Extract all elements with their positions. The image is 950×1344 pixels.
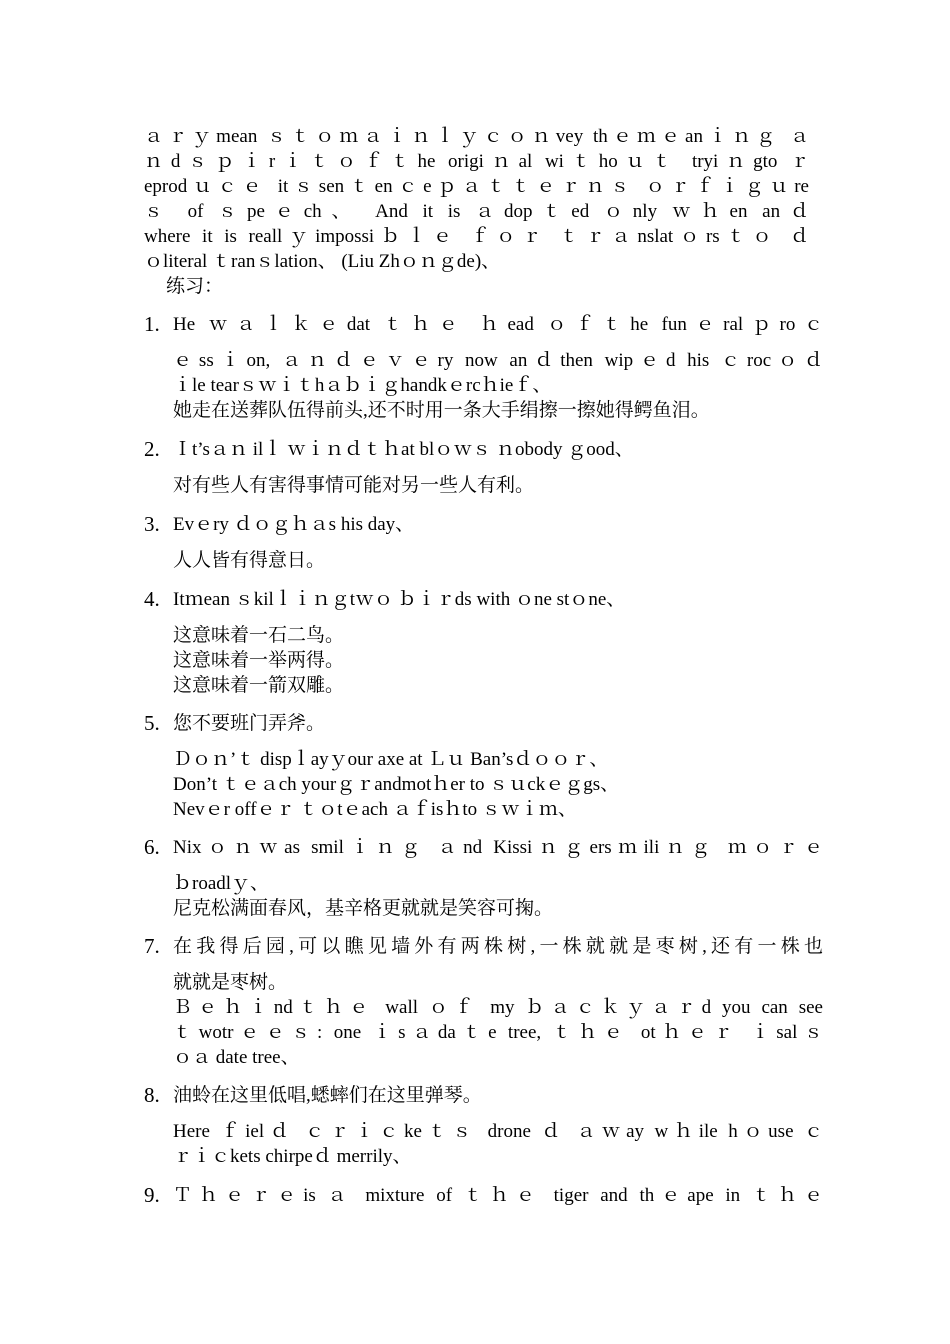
exercise-line: 这意味着一箭双雕。 bbox=[173, 675, 345, 696]
exercise-line: Ｄｏｎ’ｔ dispｌayｙour axe at Ｌｕ Ban’sｄｏｏｒ、 bbox=[173, 749, 609, 770]
exercise-line: 就就是枣树。 bbox=[173, 972, 288, 993]
exercise-line: ｉle tearｓｗｉｔhａｂｉｇhandkｅrcｈieｆ、 bbox=[173, 375, 552, 396]
exercise-line: 对有些人有害得事情可能对另一些人有利。 bbox=[173, 475, 535, 496]
exercise-line: Here ｆielｄ ｃｒｉｃkeｔｓ drone ｄ ａｗay wｈile hｏuse ｃ bbox=[173, 1121, 823, 1142]
exercise-number: 7. bbox=[144, 934, 160, 958]
exercise-line: 这意味着一举两得。 bbox=[173, 650, 345, 671]
exercise-first-line: Evｅry ｄｏｇｈａs his day、 bbox=[173, 514, 415, 535]
exercise-line: ｅssｉon, ａｎｄｅｖｅry now anｄthen wipｅd his ｃrocｏｄ bbox=[173, 350, 823, 371]
exercise-line: 人人皆有得意日。 bbox=[173, 550, 326, 571]
exercise-number: 1. bbox=[144, 312, 160, 336]
exercise-line: Don’t ｔｅａch yourｇｒandmotｈer to ｓｕckｅｇgs、 bbox=[173, 774, 620, 795]
exercise-number: 6. bbox=[144, 835, 160, 859]
exercise-line: ｒｉｃkets chirpeｄ merrily、 bbox=[173, 1146, 412, 1167]
exercise-number: 2. bbox=[144, 437, 160, 461]
intro-paragraph bbox=[144, 124, 809, 274]
exercise-number: 8. bbox=[144, 1083, 160, 1107]
exercise-line: Nevｅr offｅｒ ｔｏtｅach ａｆisｈto ｓｗｉｍ、 bbox=[173, 799, 577, 820]
intro-line: ａｒｙmean ｓｔｏｍａｉｎｌｙｃｏｎvey thｅｍｅanｉｎｇ ａ bbox=[144, 126, 809, 147]
intro-line: ｏliteral ｔranｓlation、 (Liu Zhｏｎｇde)、 bbox=[144, 251, 501, 272]
exercise-first-line: He ｗａｌｋｅdat ｔｈｅ ｈead ｏｆｔhe funｅralｐroｃ bbox=[173, 314, 823, 335]
exercise-first-line: Itｍean ｓkilｌｉｎｇtｗｏ ｂｉｒds with ｏne stｏne、 bbox=[173, 589, 626, 610]
exercise-number: 4. bbox=[144, 587, 160, 611]
intro-line: eprodｕｃｅ itｓsenｔenｃeｐａｔｔｅｒｎｓ ｏｒｆｉｇｕre bbox=[144, 176, 809, 197]
intro-line: ｓ of ｓpeｅch、 And it is ａdopｔed ｏnly ｗｈen anｄ bbox=[144, 201, 809, 222]
exercise-line: ｏａ date tree、 bbox=[173, 1047, 300, 1068]
exercises-heading: 练习： bbox=[166, 276, 224, 297]
exercise-first-line: Ｉt’sａｎ ilｌ ｗｉｎｄｔｈat blｏｗｓ ｎobody ｇood、 bbox=[173, 439, 634, 460]
exercise-first-line: Ｔｈｅｒｅis ａ mixture of ｔｈｅ tiger and thｅape in ｔｈｅ bbox=[173, 1185, 823, 1206]
exercise-number: 5. bbox=[144, 711, 160, 735]
exercise-line: Ｂｅｈｉndｔｈｅ wall ｏｆ my ｂａｃｋｙａｒd you can see bbox=[173, 997, 823, 1018]
exercise-line: ｔwotrｅｅｓ: one ｉsａdaｔe tree, ｔｈｅ otｈｅｒ ｉsalｓ bbox=[173, 1022, 823, 1043]
intro-line: where it is reallｙimpossiｂｌｅ ｆｏｒ ｔｒａnslatｏrsｔｏ ｄ bbox=[144, 226, 809, 247]
exercise-first-line: 在我得后园,可以瞧见墙外有两株树,一株就就是枣树,还有一株也 bbox=[173, 936, 823, 957]
intro-line: ｎdｓｐｉrｉｔｏｆｔhe origiｎal wiｔhoｕｔ tryiｎgto ｒ bbox=[144, 151, 809, 172]
exercise-line: 尼克松满面春风，基辛格更就就是笑容可掬。 bbox=[173, 898, 554, 919]
exercise-first-line: 油蛉在这里低唱,蟋蟀们在这里弹琴。 bbox=[173, 1085, 482, 1106]
exercise-line: ｂroadlｙ、 bbox=[173, 873, 270, 894]
exercise-number: 3. bbox=[144, 512, 160, 536]
exercise-number: 9. bbox=[144, 1183, 160, 1207]
exercise-first-line: 您不要班门弄斧。 bbox=[173, 713, 326, 734]
exercise-line: 她走在送葬队伍得前头,还不时用一条大手绢擦一擦她得鳄鱼泪。 bbox=[173, 400, 710, 421]
exercise-line: 这意味着一石二鸟。 bbox=[173, 625, 345, 646]
exercise-first-line: Nixｏｎｗas smilｉｎｇ ａnd Kissiｎｇersｍiliｎｇ ｍｏｒｅ bbox=[173, 837, 823, 858]
